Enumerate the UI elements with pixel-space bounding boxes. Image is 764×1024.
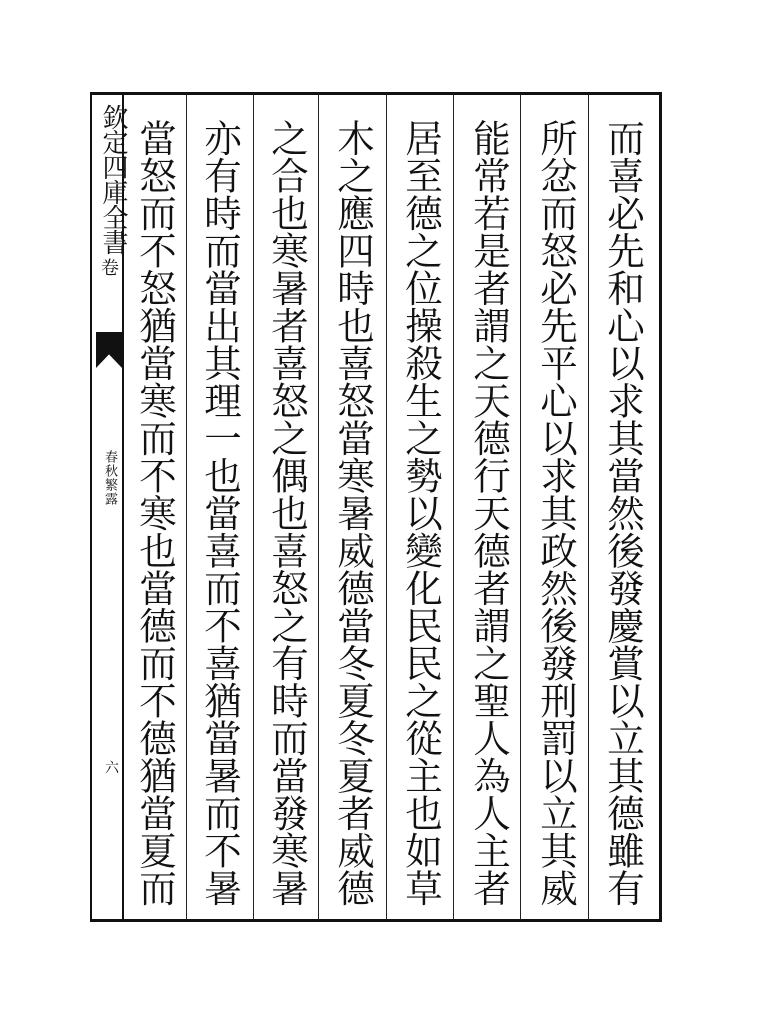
juan-label: 卷 (98, 258, 119, 276)
book-title: 欽定四庫全書 (98, 104, 128, 254)
column-rule (588, 94, 589, 920)
column-rule (453, 94, 454, 920)
column-rule (386, 94, 387, 920)
text-column-8: 當怒而不怒猶當寒而不寒也當德而不德猶當夏而 (133, 119, 177, 907)
text-column-6: 之合也寒暑者喜怒之偶也喜怒之有時而當發寒暑 (265, 119, 309, 907)
column-rule (318, 94, 319, 920)
column-rule (186, 94, 187, 920)
text-column-1: 而喜必先和心以求其當然後發慶賞以立其德雖有 (601, 119, 645, 907)
column-rule (253, 94, 254, 920)
text-column-7: 亦有時而當出其理一也當喜而不喜猶當暑而不暑 (198, 119, 242, 907)
text-column-2: 所忿而怒必先平心以求其政然後發刑罰以立其威 (534, 119, 578, 907)
chapter-title: 春秋繁露 (102, 450, 117, 506)
column-rule (520, 94, 521, 920)
text-column-3: 能常若是者謂之天德行天德者謂之聖人為人主者 (467, 119, 511, 907)
text-column-4: 居至德之位操殺生之勢以變化民民之從主也如草 (399, 119, 443, 907)
text-column-5: 木之應四時也喜怒當寒暑威德當冬夏冬夏者威德 (331, 119, 375, 907)
page-number: 六 (103, 760, 119, 774)
